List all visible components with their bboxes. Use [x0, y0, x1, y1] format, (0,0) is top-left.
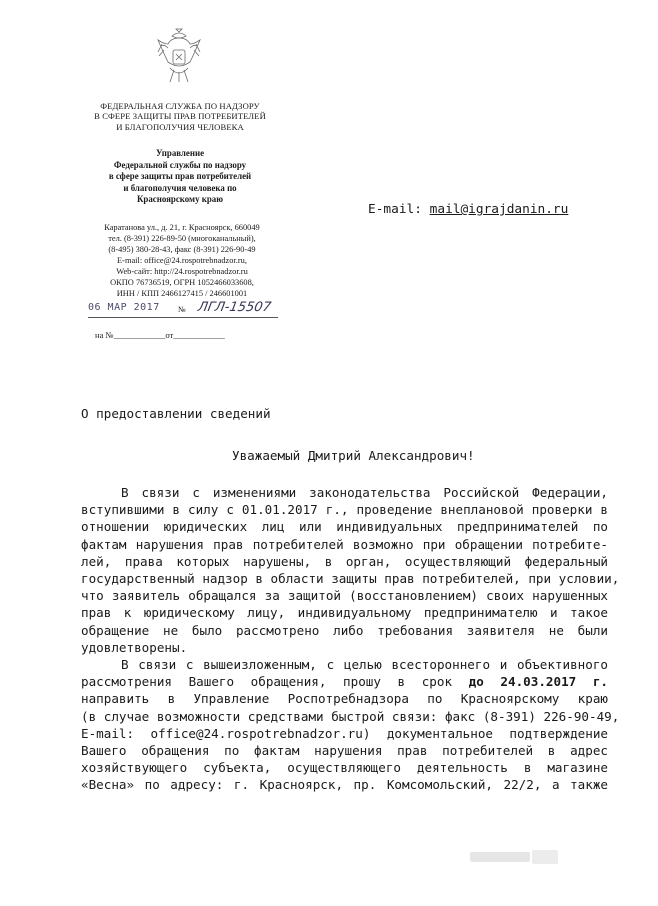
recipient-email [368, 202, 568, 217]
dept-line: Федеральной службы по надзору [113, 159, 247, 170]
agency-line: И БЛАГОПОЛУЧИЯ ЧЕЛОВЕКА [116, 121, 244, 132]
body-line: лей, права которых нарушены, в орган, осуществляющий федеральный [81, 553, 608, 569]
sender-header [72, 101, 288, 206]
dept-line: Красноярскому краю [136, 194, 224, 205]
agency-line: В СФЕРЕ ЗАЩИТЫ ПРАВ ПОТРЕБИТЕЛЕЙ [94, 111, 266, 122]
deadline-lead-text: рассмотрения Вашего обращения, прошу в срок [81, 674, 453, 690]
registration-number-label: № [178, 305, 186, 314]
department-name [72, 148, 288, 206]
body-line: прав к юридическому лицу, индивидуальному предпринимателю и такое [81, 605, 608, 621]
body-line: отношении юридических лиц или индивидуальных предпринимателей по [81, 519, 608, 535]
registration-number-handwritten: ЛГЛ-15507 [196, 300, 273, 315]
body-line: удовлетворены. [81, 639, 188, 655]
contact-line: Web-сайт: http://24.rospotrebnadzor.ru [116, 267, 248, 276]
letter-greeting: Уважаемый Дмитрий Александрович! [232, 448, 475, 463]
registration-date-stamp: 06 МАР 2017 [88, 302, 160, 313]
registration-line [88, 302, 288, 320]
letter-body [81, 484, 620, 794]
contact-line: тел. (8-391) 226-89-50 (многоканальный), [108, 234, 256, 243]
body-line: фактам нарушения прав потребителей возможно при обращении потребите- [81, 536, 608, 552]
agency-name [72, 101, 288, 132]
reference-line: на №____________от____________ [95, 330, 225, 340]
body-line: направить в Управление Роспотребнадзора по Красноярскому краю [81, 691, 608, 707]
body-line: «Весна» по адресу: г. Красноярск, пр. Комсомольский, 22/2, а также [81, 777, 608, 793]
contact-line: (8-495) 380-28-43, факс (8-391) 226-90-49 [108, 245, 256, 254]
body-line: (в случае возможности средствами быстрой связи: факс (8-391) 226-90-49, [81, 708, 620, 724]
coat-of-arms-emblem [150, 26, 208, 86]
body-line: В связи с вышеизложенным, с целью всестороннего и объективного [121, 657, 608, 673]
contact-line: ОКПО 76736519, ОГРН 1052466033608, [110, 278, 254, 287]
letter-subject: О предоставлении сведений [81, 406, 271, 421]
body-line: обращение не было рассмотрено либо требования заявителя не были [81, 622, 608, 638]
contact-line: Каратанова ул., д. 21, г. Красноярск, 660049 [104, 223, 260, 232]
registration-underline [88, 317, 278, 318]
dept-line: и благополучия человека по [123, 182, 237, 193]
body-line: Вашего обращения по фактам нарушения прав потребителей в адрес [81, 743, 608, 759]
dept-line: Управление [155, 148, 205, 159]
body-line: государственный надзор в области защиты прав потребителей, при условии, [81, 571, 620, 587]
recipient-email-link[interactable]: mail@igrajdanin.ru [429, 202, 569, 217]
faint-stamp-mark [470, 846, 560, 876]
body-line: что заявитель обращался за защитой (восстановлением) своих нарушенных [81, 588, 608, 604]
body-line: В связи с изменениями законодательства Российской Федерации, [121, 485, 608, 500]
body-line-deadline [81, 673, 608, 690]
agency-line: ФЕДЕРАЛЬНАЯ СЛУЖБА ПО НАДЗОРУ [100, 101, 260, 111]
deadline-date: до 24.03.2017 г. [468, 674, 608, 690]
contact-line: ИНН / КПП 2466127415 / 246601001 [116, 289, 248, 298]
body-line: E-mail: office@24.rospotrebnadzor.ru) документальное подтверждение [81, 725, 608, 741]
dept-line: в сфере защиты прав потребителей [108, 171, 252, 182]
sender-contacts [84, 222, 280, 299]
contact-line: E-mail: office@24.rospotrebnadzor.ru, [117, 256, 247, 265]
recipient-email-label: E-mail: [368, 202, 422, 217]
body-line: хозяйствующего субъекта, осуществляющего деятельность в магазине [81, 760, 608, 776]
body-line: вступившими в силу с 01.01.2017 г., проведение внеплановой проверки в [81, 502, 608, 518]
